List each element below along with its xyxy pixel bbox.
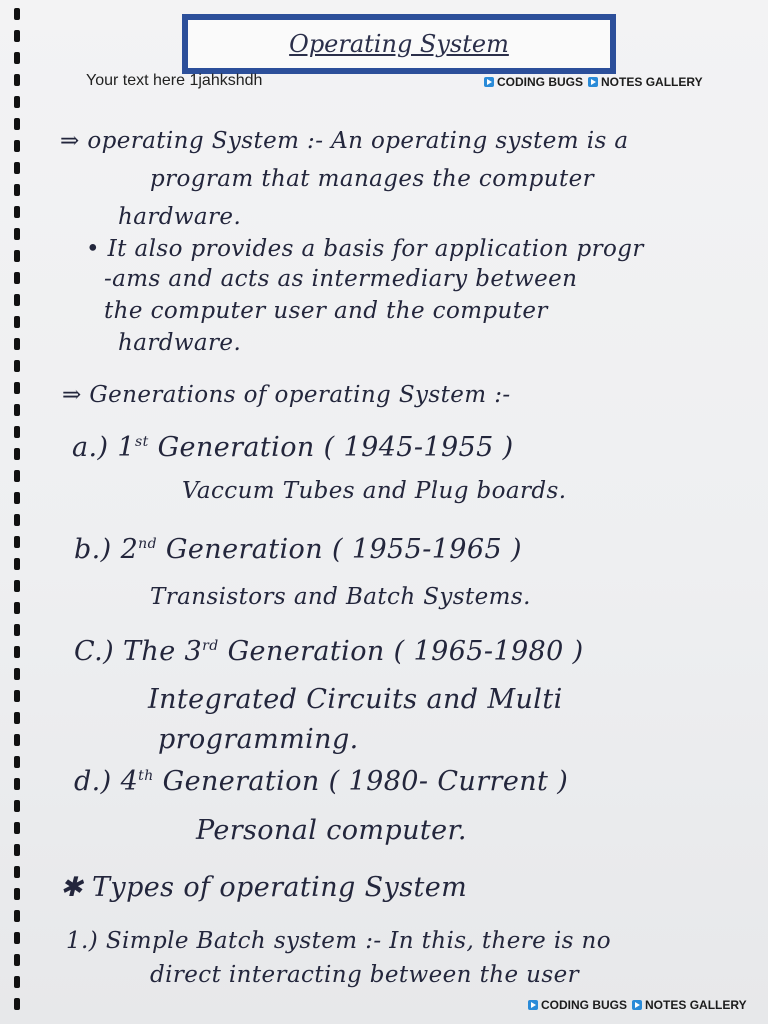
binding-hole: [14, 624, 20, 636]
note-line: a.) 1st Generation ( 1945-1955 ): [72, 432, 514, 463]
note-line: C.) The 3rd Generation ( 1965-1980 ): [74, 636, 584, 667]
page-title: Operating System: [289, 30, 509, 58]
title-box: [182, 14, 616, 74]
binding-hole: [14, 646, 20, 658]
binding-hole: [14, 426, 20, 438]
note-line: Transistors and Batch Systems.: [150, 584, 531, 610]
play-icon: [484, 77, 494, 87]
binding-hole: [14, 514, 20, 526]
binding-hole: [14, 74, 20, 86]
binding-hole: [14, 866, 20, 878]
binding-hole: [14, 932, 20, 944]
note-line: the computer user and the computer: [104, 298, 548, 324]
binding-hole: [14, 888, 20, 900]
binding-hole: [14, 976, 20, 988]
binding-hole: [14, 118, 20, 130]
overlay-text: Your text here 1jahkshdh: [86, 72, 263, 89]
note-line: ⇒ operating System :- An operating system is a: [60, 128, 629, 154]
binding-hole: [14, 602, 20, 614]
binding-hole: [14, 536, 20, 548]
binding-hole: [14, 558, 20, 570]
note-line: -ams and acts as intermediary between: [104, 266, 578, 292]
play-icon: [632, 1000, 642, 1010]
binding-hole: [14, 998, 20, 1010]
note-line: Integrated Circuits and Multi: [148, 684, 563, 715]
note-line: • It also provides a basis for application progr: [86, 236, 644, 262]
binding-hole: [14, 360, 20, 372]
binding-hole: [14, 206, 20, 218]
binding-hole: [14, 910, 20, 922]
watermark-coding-bugs: CODING BUGS: [541, 998, 628, 1012]
note-line: hardware.: [118, 330, 242, 356]
play-icon: [528, 1000, 538, 1010]
binding-hole: [14, 184, 20, 196]
note-line: programming.: [158, 724, 359, 755]
note-line: program that manages the computer: [150, 166, 595, 192]
binding-hole: [14, 690, 20, 702]
binding-hole: [14, 470, 20, 482]
binding-hole: [14, 712, 20, 724]
binding-hole: [14, 844, 20, 856]
note-line: ✱ Types of operating System: [60, 872, 468, 903]
binding-hole: [14, 162, 20, 174]
watermark-coding-bugs: CODING BUGS: [497, 75, 584, 89]
binding-hole: [14, 800, 20, 812]
watermark-bottom: [528, 998, 747, 1012]
note-line: d.) 4th Generation ( 1980- Current ): [74, 766, 569, 797]
note-line: direct interacting between the user: [150, 962, 579, 988]
binding-hole: [14, 448, 20, 460]
spiral-binding: [0, 0, 30, 1024]
binding-hole: [14, 822, 20, 834]
binding-hole: [14, 8, 20, 20]
note-line: ⇒ Generations of operating System :-: [62, 382, 511, 408]
play-icon: [588, 77, 598, 87]
binding-hole: [14, 228, 20, 240]
binding-hole: [14, 734, 20, 746]
binding-hole: [14, 52, 20, 64]
watermark-notes-gallery: NOTES GALLERY: [601, 75, 703, 89]
binding-hole: [14, 30, 20, 42]
binding-hole: [14, 954, 20, 966]
binding-hole: [14, 272, 20, 284]
binding-hole: [14, 96, 20, 108]
binding-hole: [14, 668, 20, 680]
note-line: hardware.: [118, 204, 242, 230]
binding-hole: [14, 316, 20, 328]
binding-hole: [14, 294, 20, 306]
note-line: Personal computer.: [196, 815, 467, 846]
binding-hole: [14, 382, 20, 394]
note-line: Vaccum Tubes and Plug boards.: [182, 478, 567, 504]
binding-hole: [14, 250, 20, 262]
watermark-top: [484, 75, 703, 89]
binding-hole: [14, 338, 20, 350]
binding-hole: [14, 140, 20, 152]
binding-hole: [14, 404, 20, 416]
binding-hole: [14, 580, 20, 592]
note-line: 1.) Simple Batch system :- In this, there is no: [66, 928, 611, 954]
binding-hole: [14, 778, 20, 790]
note-line: b.) 2nd Generation ( 1955-1965 ): [74, 534, 522, 565]
binding-hole: [14, 492, 20, 504]
watermark-notes-gallery: NOTES GALLERY: [645, 998, 747, 1012]
binding-hole: [14, 756, 20, 768]
